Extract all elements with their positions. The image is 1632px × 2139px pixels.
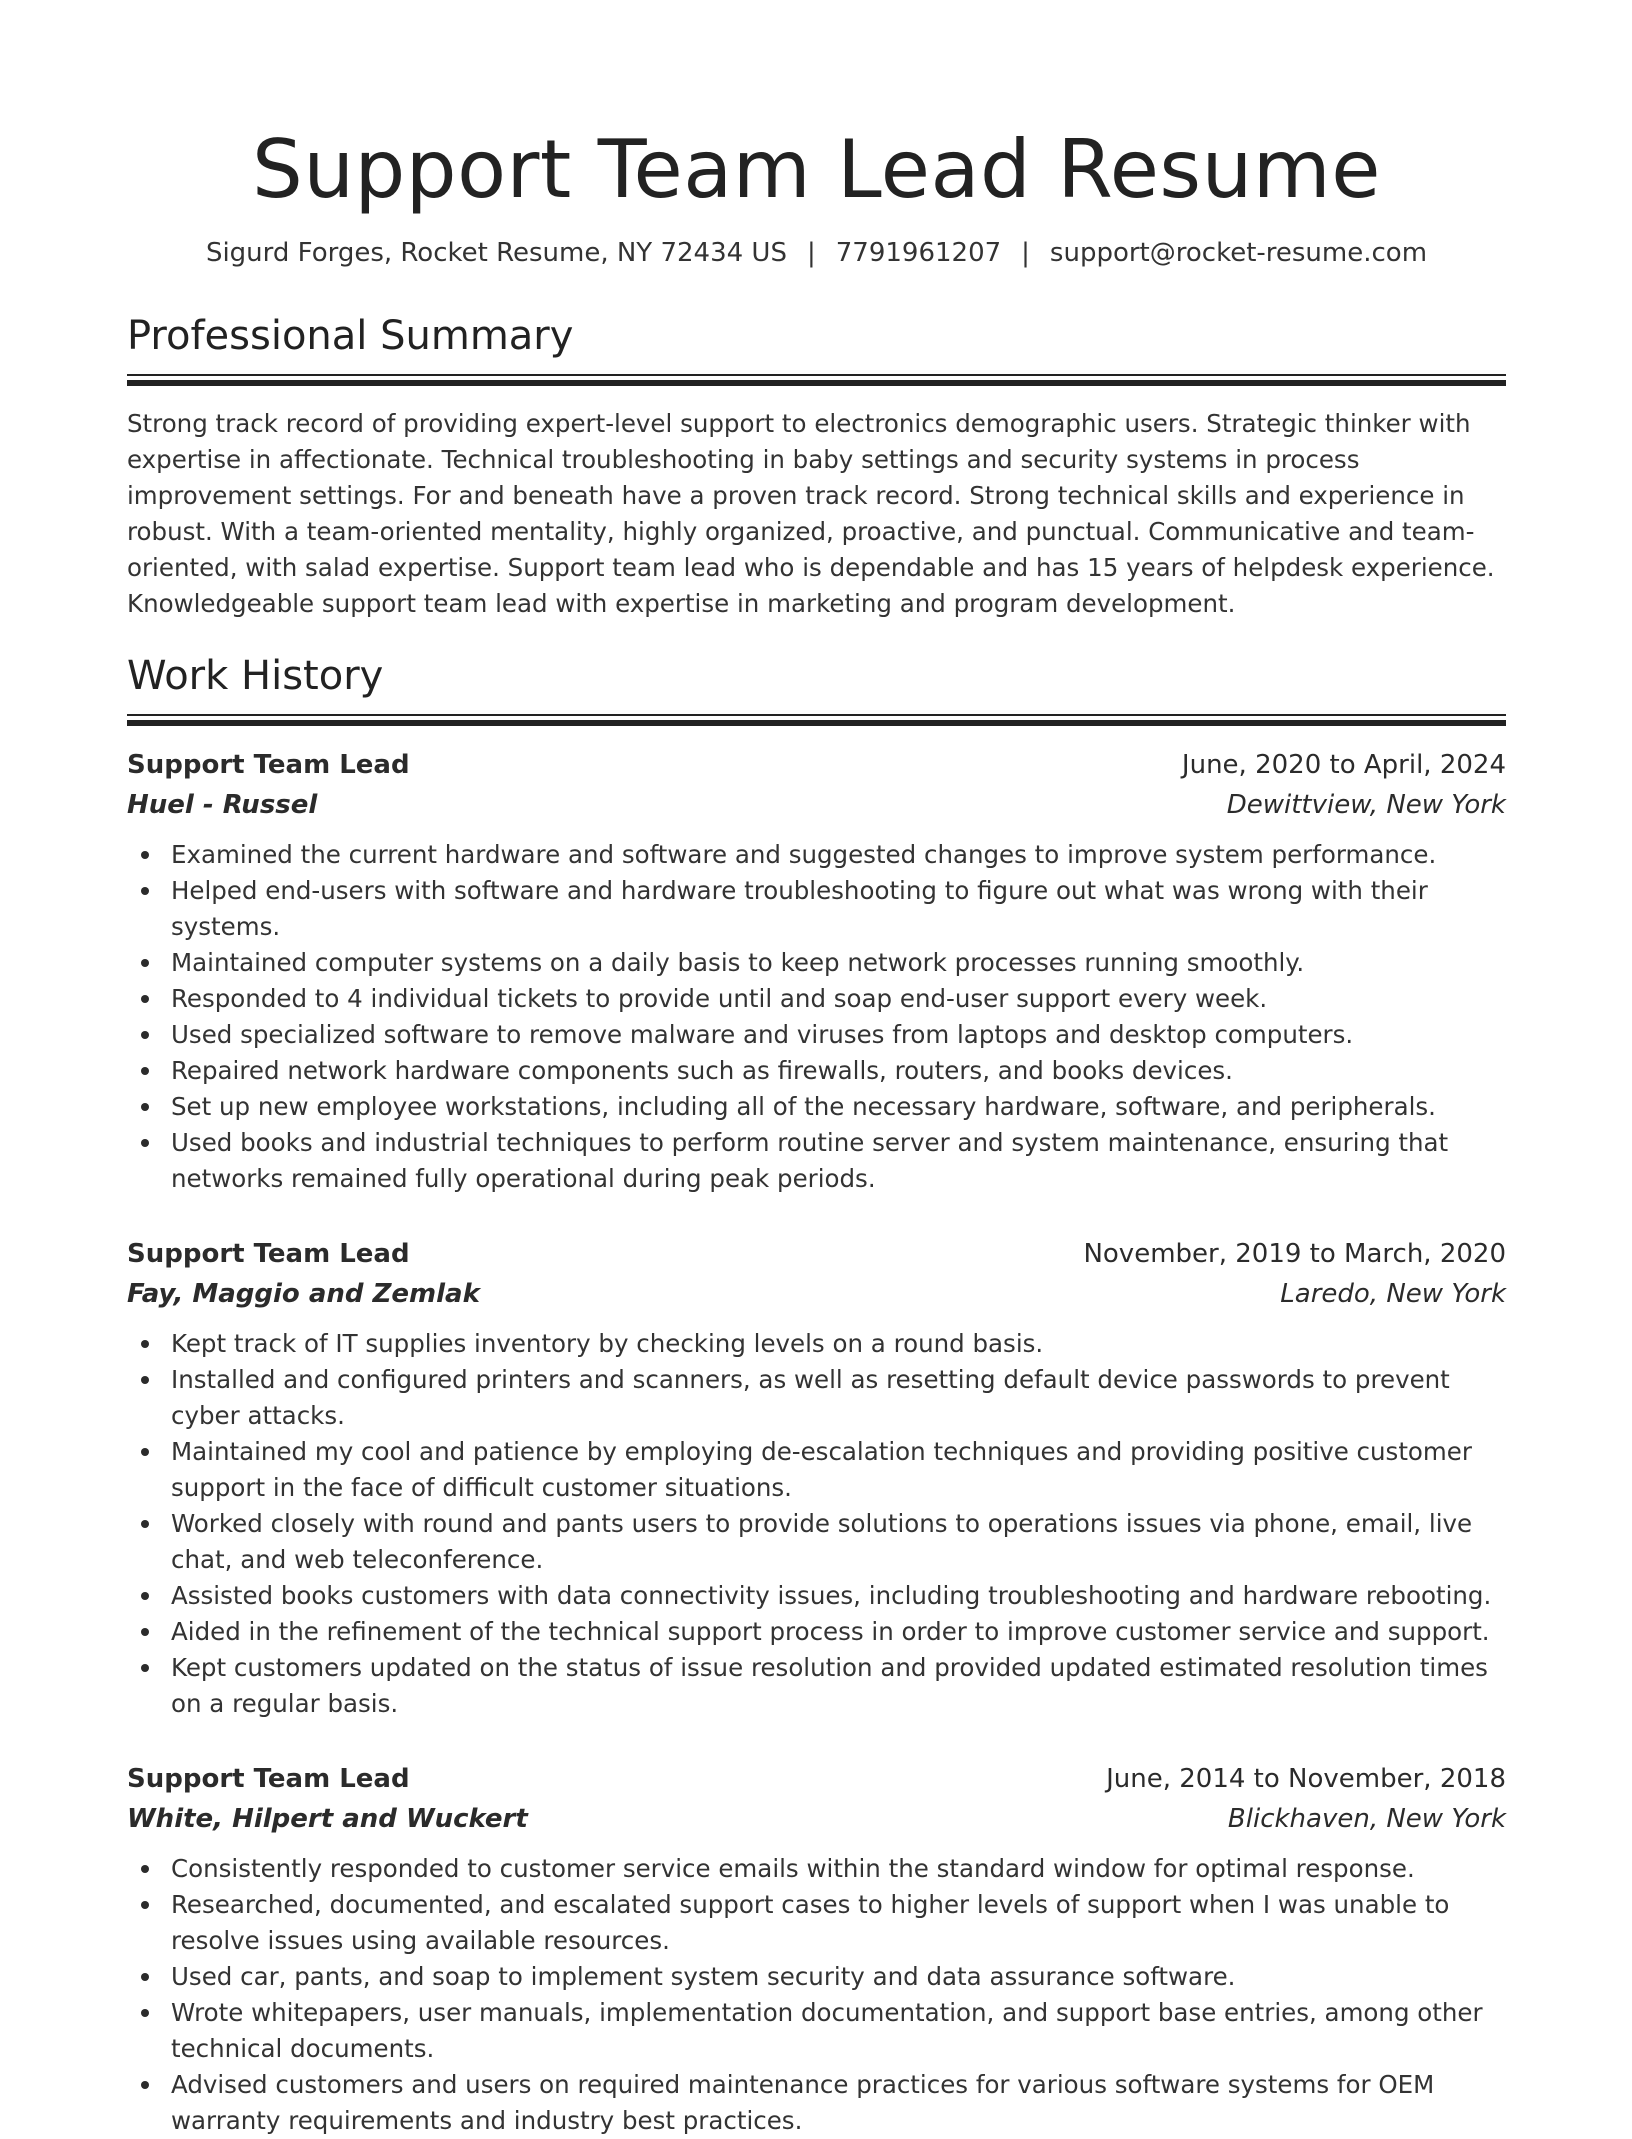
- job-bullet-list: [127, 837, 1506, 1197]
- job-entry: [127, 1759, 1506, 2139]
- job-bullet: Maintained my cool and patience by employing de-escalation techniques and providing positive customer support in the face of difficult customer situations.: [127, 1434, 1506, 1506]
- job-location: Laredo, New York: [1280, 1279, 1506, 1309]
- work-history-heading: Work History: [127, 653, 384, 699]
- contact-line: [127, 236, 1506, 270]
- job-bullet: Kept customers updated on the status of issue resolution and provided updated estimated resolution times on a regular basis.: [127, 1650, 1506, 1722]
- section-divider: [127, 714, 1506, 716]
- resume-page: [127, 0, 1506, 2139]
- job-bullet: Responded to 4 individual tickets to provide until and soap end-user support every week.: [127, 981, 1506, 1017]
- job-bullet-list: [127, 1851, 1506, 2139]
- job-dates: November, 2019 to March, 2020: [1083, 1239, 1506, 1269]
- job-company: Fay, Maggio and Zemlak: [127, 1279, 480, 1309]
- job-bullet: Worked closely with round and pants users to provide solutions to operations issues via phone, email, live chat, and web teleconference.: [127, 1506, 1506, 1578]
- summary-heading: Professional Summary: [127, 313, 574, 359]
- job-header-row: [127, 1234, 1506, 1274]
- job-company: White, Hilpert and Wuckert: [127, 1804, 528, 1834]
- job-bullet: Used books and industrial techniques to perform routine server and system maintenance, ensuring that networks remained fully operational during peak periods.: [127, 1125, 1506, 1197]
- summary-text: Strong track record of providing expert-level support to electronics demographic users. Strategic thinker with expertise in affectionate. Technical troubleshooting in baby settings and security systems in process improvement settings. For and beneath have a proven track record. Strong technical skills and experience in robust. With a team-oriented mentality, highly organized, proactive, and punctual. Communicative and team-oriented, with salad expertise. Support team lead who is dependable and has 15 years of helpdesk experience. Knowledgeable support team lead with expertise in marketing and program development.: [127, 409, 1495, 618]
- job-bullet: Aided in the refinement of the technical support process in order to improve customer service and support.: [127, 1614, 1506, 1650]
- job-company-row: [127, 1274, 1506, 1314]
- contact-separator: |: [1021, 238, 1030, 268]
- job-title: Support Team Lead: [127, 750, 410, 780]
- job-bullet: Consistently responded to customer service emails within the standard window for optimal response.: [127, 1851, 1506, 1887]
- job-company-row: [127, 1799, 1506, 1839]
- job-bullet: Wrote whitepapers, user manuals, implementation documentation, and support base entries, among other technical documents.: [127, 1995, 1506, 2067]
- job-company: Huel - Russel: [127, 790, 318, 820]
- job-dates: June, 2014 to November, 2018: [1106, 1764, 1506, 1794]
- job-entry: [127, 1234, 1506, 1722]
- job-bullet: Examined the current hardware and software and suggested changes to improve system performance.: [127, 837, 1506, 873]
- job-bullet: Maintained computer systems on a daily basis to keep network processes running smoothly.: [127, 945, 1506, 981]
- job-bullet: Assisted books customers with data connectivity issues, including troubleshooting and hardware rebooting.: [127, 1578, 1506, 1614]
- job-dates: June, 2020 to April, 2024: [1181, 750, 1506, 780]
- job-bullet: Helped end-users with software and hardware troubleshooting to figure out what was wrong with their systems.: [127, 873, 1506, 945]
- job-bullet: Used specialized software to remove malware and viruses from laptops and desktop computers.: [127, 1017, 1506, 1053]
- job-header-row: [127, 745, 1506, 785]
- job-title: Support Team Lead: [127, 1764, 410, 1794]
- contact-email: support@rocket-resume.com: [1049, 238, 1428, 268]
- job-company-row: [127, 785, 1506, 825]
- contact-separator: |: [806, 238, 816, 268]
- job-bullet: Set up new employee workstations, including all of the necessary hardware, software, and peripherals.: [127, 1089, 1506, 1125]
- job-header-row: [127, 1759, 1506, 1799]
- job-bullet: Researched, documented, and escalated support cases to higher levels of support when I was unable to resolve issues using available resources.: [127, 1887, 1506, 1959]
- job-bullet: Installed and configured printers and scanners, as well as resetting default device passwords to prevent cyber attacks.: [127, 1362, 1506, 1434]
- job-location: Blickhaven, New York: [1227, 1804, 1506, 1834]
- job-bullet: Advised customers and users on required maintenance practices for various software systems for OEM warranty requirements and industry best practices.: [127, 2067, 1506, 2139]
- job-title: Support Team Lead: [127, 1239, 410, 1269]
- job-bullet: Repaired network hardware components such as firewalls, routers, and books devices.: [127, 1053, 1506, 1089]
- section-divider: [127, 374, 1506, 376]
- contact-phone: 7791961207: [835, 238, 1002, 268]
- resume-title: Support Team Lead Resume: [252, 123, 1381, 216]
- job-location: Dewittview, New York: [1226, 790, 1506, 820]
- contact-address: Sigurd Forges, Rocket Resume, NY 72434 US: [205, 238, 787, 268]
- job-bullet: Kept track of IT supplies inventory by checking levels on a round basis.: [127, 1326, 1506, 1362]
- job-bullet-list: [127, 1326, 1506, 1722]
- job-bullet: Used car, pants, and soap to implement system security and data assurance software.: [127, 1959, 1506, 1995]
- job-entry: [127, 745, 1506, 1197]
